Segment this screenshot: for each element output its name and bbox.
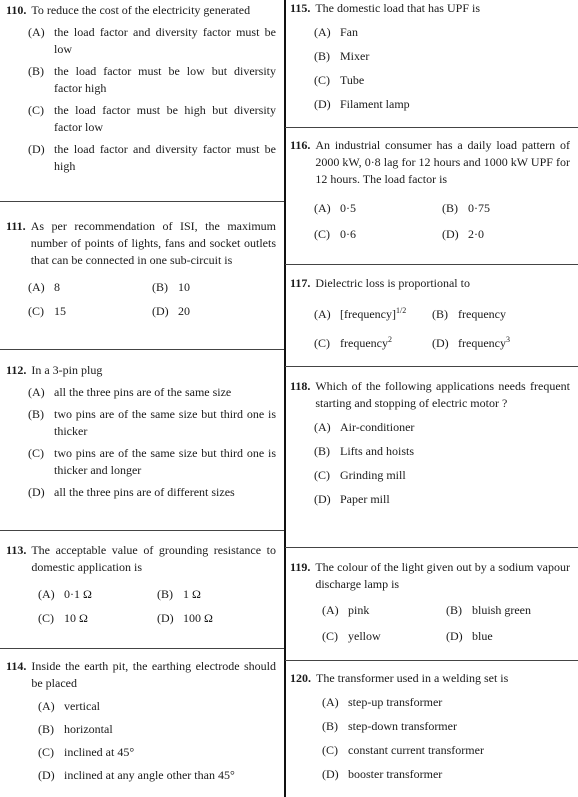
column-divider [284, 0, 286, 797]
section-rule [0, 530, 284, 531]
question-111 [6, 218, 276, 320]
question-116 [290, 137, 570, 243]
option-d[interactable]: (D) Filament lamp [314, 97, 410, 111]
question-text: Dielectric loss is proportional to [315, 276, 470, 290]
option-c[interactable]: (C) the load factor must be high but diversity factor low [28, 103, 276, 134]
option-a[interactable]: (A) step-up transformer [322, 695, 443, 709]
option-c[interactable]: (C) 15 [28, 304, 66, 318]
option-d[interactable]: (D) the load factor and diversity factor must be high [28, 142, 276, 173]
question-113 [6, 542, 276, 627]
section-rule [285, 264, 578, 265]
question-text: To reduce the cost of the electricity generated [31, 3, 251, 17]
option-b[interactable]: (B) Mixer [314, 49, 370, 63]
option-d[interactable]: (D) 100 Ω [157, 611, 213, 625]
question-110 [6, 2, 276, 175]
option-b[interactable]: (B) Lifts and hoists [314, 444, 414, 458]
question-text: The domestic load that has UPF is [315, 1, 480, 15]
option-a[interactable]: (A) 0·1 Ω [38, 587, 92, 601]
option-b[interactable]: (B) 0·75 [442, 201, 490, 215]
option-b[interactable]: (B) two pins are of the same size but third one is thicker [28, 407, 276, 438]
question-text: An industrial consumer has a daily load pattern of 2000 kW, 0·8 lag for 12 hours and 1000 kW UPF for 12 hours. The load factor is [315, 138, 570, 186]
option-c[interactable]: (C) two pins are of the same size but third one is thicker and longer [28, 446, 276, 477]
question-text: The transformer used in a welding set is [316, 671, 509, 685]
question-119 [290, 559, 570, 645]
option-d[interactable]: (D) Paper mill [314, 492, 390, 506]
question-number: 115. [290, 1, 311, 15]
option-a[interactable]: (A) vertical [38, 699, 100, 713]
option-d[interactable]: (D) frequency$^3$ [432, 335, 510, 350]
section-rule [285, 547, 578, 548]
section-rule [285, 366, 578, 367]
question-text: The acceptable value of grounding resistance to domestic application is [31, 543, 276, 574]
option-c[interactable]: (C) 10 Ω [38, 611, 88, 625]
option-a[interactable]: (A) pink [322, 603, 370, 617]
section-rule [0, 349, 284, 350]
question-text: In a 3-pin plug [31, 363, 103, 377]
option-d[interactable]: (D) 20 [152, 304, 190, 318]
option-a[interactable]: (A) Air-conditioner [314, 420, 415, 434]
option-c[interactable]: (C) inclined at 45° [38, 745, 135, 759]
question-number: 116. [290, 138, 311, 152]
option-c[interactable]: (C) frequency$^2$ [314, 335, 392, 350]
question-number: 117. [290, 276, 311, 290]
section-rule [0, 201, 284, 202]
option-a[interactable]: (A) all the three pins are of the same size [28, 385, 232, 399]
option-a[interactable]: (A) [frequency]$^{1/2}$ [314, 306, 407, 321]
question-text: As per recommendation of ISI, the maximum number of points of lights, fans and socket outlets that can be connected in one sub-circuit is [30, 219, 276, 267]
option-b[interactable]: (B) frequency [432, 307, 506, 321]
option-a[interactable]: (A) 0·5 [314, 201, 356, 215]
question-115 [290, 0, 570, 113]
option-d[interactable]: (D) 2·0 [442, 227, 484, 241]
option-b[interactable]: (B) 1 Ω [157, 587, 201, 601]
option-b[interactable]: (B) bluish green [446, 603, 531, 617]
question-118 [290, 378, 570, 508]
option-b[interactable]: (B) horizontal [38, 722, 113, 736]
option-c[interactable]: (C) Tube [314, 73, 365, 87]
option-d[interactable]: (D) inclined at any angle other than 45° [38, 768, 235, 782]
question-text: Inside the earth pit, the earthing electrode should be placed [31, 659, 276, 690]
option-c[interactable]: (C) yellow [322, 629, 381, 643]
question-number: 119. [290, 560, 311, 574]
question-number: 120. [290, 671, 311, 685]
question-120 [290, 670, 570, 783]
section-rule [285, 660, 578, 661]
option-b[interactable]: (B) the load factor must be low but diversity factor high [28, 64, 276, 95]
question-number: 113. [6, 543, 27, 557]
section-rule [0, 648, 284, 649]
question-text: Which of the following applications needs frequent starting and stopping of electric motor ? [315, 379, 570, 410]
question-117 [290, 275, 570, 352]
option-d[interactable]: (D) booster transformer [322, 767, 443, 781]
option-d[interactable]: (D) all the three pins are of different sizes [28, 485, 235, 499]
question-text: The colour of the light given out by a sodium vapour discharge lamp is [315, 560, 570, 591]
question-number: 110. [6, 3, 27, 17]
option-b[interactable]: (B) 10 [152, 280, 190, 294]
section-rule [285, 127, 578, 128]
option-c[interactable]: (C) 0·6 [314, 227, 356, 241]
option-d[interactable]: (D) blue [446, 629, 493, 643]
question-114 [6, 658, 276, 784]
question-number: 114. [6, 659, 27, 673]
option-a[interactable]: (A) Fan [314, 25, 358, 39]
question-112 [6, 362, 276, 501]
option-a[interactable]: (A) 8 [28, 280, 60, 294]
option-c[interactable]: (C) constant current transformer [322, 743, 484, 757]
option-c[interactable]: (C) Grinding mill [314, 468, 406, 482]
question-number: 111. [6, 219, 26, 233]
option-b[interactable]: (B) step-down transformer [322, 719, 457, 733]
question-number: 118. [290, 379, 311, 393]
question-number: 112. [6, 363, 27, 377]
option-a[interactable]: (A) the load factor and diversity factor must be low [28, 25, 276, 56]
